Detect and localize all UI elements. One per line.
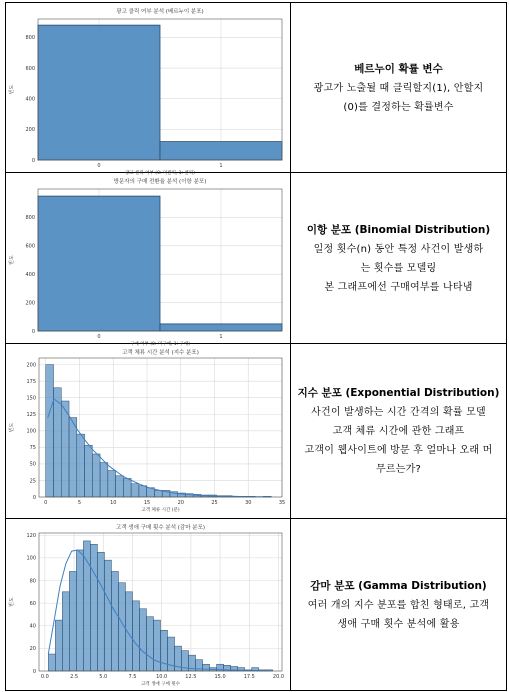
description-cell [291,344,507,519]
chart-cell [6,344,291,519]
x-tick-label: 2.5 [70,673,79,680]
histogram-bar [139,485,147,496]
gamma-chart [6,520,290,690]
y-tick-label: 400 [25,271,35,278]
x-axis-label: 광고 클릭 여부 (0: 미클릭, 1: 클릭) [124,170,196,176]
y-tick-label: 25 [29,477,36,484]
y-tick-label: 200 [25,126,35,133]
description-title: 이항 분포 (Binomial Distribution) [306,223,491,236]
y-tick-label: 0 [32,668,36,675]
x-tick-label: 10.0 [156,673,168,680]
binomial-chart [6,174,290,347]
histogram-bar [108,470,116,496]
histogram-bar [123,478,131,497]
histogram-bar [76,549,83,670]
histogram-bar [62,591,69,670]
description-line: (0)를 결정하는 확률변수 [343,101,454,113]
histogram-bar [111,571,118,671]
histogram-bar [90,544,97,671]
histogram-bar [97,552,104,671]
y-tick-label: 150 [26,395,36,402]
y-tick-label: 100 [26,428,36,435]
description-line: 일정 횟수(n) 동안 특정 사건이 발생하 [313,243,484,255]
description-cell [291,3,507,173]
y-tick-label: 50 [29,461,36,468]
histogram-bar [153,620,160,671]
table-row [6,344,507,519]
histogram-bar [131,483,139,496]
y-tick-label: 0 [31,328,35,335]
y-tick-label: 40 [29,623,36,630]
histogram-bar [46,364,54,496]
x-tick-label: 0 [44,499,48,506]
histogram-bar [92,453,100,496]
histogram-bar [154,490,162,497]
histogram-bar [77,434,85,497]
histogram-bar [38,196,160,331]
x-tick-label: 10 [110,499,117,506]
y-tick-label: 0 [32,494,36,501]
y-tick-label: 600 [25,243,35,250]
y-tick-label: 0 [31,157,35,164]
bernoulli-chart [6,4,290,176]
y-axis-label: 빈도 [9,84,15,94]
description-line: 광고가 노출될 때 클릭할지(1), 안할지 [313,82,484,94]
table-row [6,3,507,173]
x-tick-label: 7.5 [128,673,137,680]
histogram-bar [54,387,62,496]
x-axis-label: 고객 체류 시간 (분) [141,507,180,513]
description-line: 고객 체류 시간에 관한 그래프 [332,426,465,437]
y-tick-label: 20 [29,645,36,652]
description-line: 무르는가? [376,464,421,475]
description-line: 생애 구매 횟수 분석에 활용 [337,618,460,630]
description-line: 여러 개의 지수 분포를 합친 형태로, 고객 [307,599,490,611]
description-title: 베르누이 확률 변수 [354,62,443,75]
chart-cell [6,173,291,347]
histogram-bar [116,475,124,496]
description-line: 사건이 발생하는 시간 간격의 확률 모델 [311,407,486,418]
description-line: 는 횟수를 모델링 [360,262,437,274]
y-tick-label: 100 [26,555,36,562]
chart-title: 광고 클릭 여부 분석 (베르누이 분포) [116,8,204,15]
histogram-bar [160,323,282,330]
x-tick-label: 30 [245,499,252,506]
y-tick-label: 125 [26,411,36,418]
x-tick-label: 17.5 [243,673,255,680]
y-tick-label: 200 [25,299,35,306]
x-tick-label: 0 [97,162,101,169]
x-tick-label: 12.5 [185,673,197,680]
x-tick-label: 20.0 [272,673,285,680]
histogram-bar [161,630,168,671]
x-tick-label: 1 [219,333,223,340]
histogram-bar [104,560,111,671]
histogram-bar [85,445,93,497]
histogram-bar [146,616,153,670]
y-tick-label: 175 [26,378,36,385]
histogram-bar [69,571,76,671]
histogram-bar [132,600,139,670]
description-line: 고객이 웹사이트에 방문 후 얼마나 오래 머 [304,445,493,456]
distribution-table [5,2,507,691]
x-tick-label: 5 [77,499,82,506]
y-axis-label: 빈도 [9,422,15,432]
y-axis-label: 빈도 [9,596,15,607]
y-tick-label: 75 [29,444,36,451]
histogram-bar [55,620,62,671]
x-tick-label: 15.0 [214,673,226,680]
x-tick-label: 0.0 [40,673,49,680]
description-line: 본 그래프에선 구매여부를 나타냄 [324,281,473,293]
y-tick-label: 200 [26,361,36,368]
histogram-bar [38,25,160,160]
y-tick-label: 120 [26,532,36,539]
chart-title: 고객 체류 시간 분석 (지수 분포) [122,349,199,356]
exponential-chart [6,345,290,518]
x-tick-label: 20 [177,499,184,506]
chart-cell [6,519,291,691]
y-tick-label: 400 [25,95,35,102]
histogram-bar [139,608,146,670]
table-row [6,173,507,344]
y-tick-label: 800 [25,34,35,41]
y-axis-label: 빈도 [9,254,15,265]
description-cell [291,519,507,691]
x-tick-label: 1 [219,162,223,169]
y-tick-label: 60 [29,600,36,607]
histogram-bar [61,401,69,497]
histogram-bar [125,591,132,670]
x-tick-label: 35 [278,499,286,506]
y-tick-label: 800 [25,214,35,221]
x-tick-label: 0 [97,333,101,340]
histogram-bar [48,654,55,671]
description-cell [291,173,507,344]
histogram-bar [69,417,77,496]
chart-cell [6,3,291,176]
chart-title: 고객 생애 구매 횟수 분석 (감마 분포) [115,524,206,531]
x-tick-label: 5.0 [99,673,108,680]
description-title: 지수 분포 (Exponential Distribution) [297,387,500,399]
x-tick-label: 15 [143,499,151,506]
x-axis-label: 고객 생애 구매 횟수 [140,681,181,687]
description-title: 감마 분포 (Gamma Distribution) [310,579,487,592]
histogram-bar [100,462,108,496]
table-row [6,519,507,691]
histogram-bar [160,141,282,159]
chart-title: 방문자의 구매 전환율 분석 (이항 분포) [113,178,207,185]
x-tick-label: 25 [211,499,218,506]
x-axis-label: 구매 여부 (0: 미구매, 1: 구매) [130,341,190,347]
y-tick-label: 80 [29,577,36,584]
histogram-bar [203,664,210,671]
y-tick-label: 600 [25,65,35,72]
